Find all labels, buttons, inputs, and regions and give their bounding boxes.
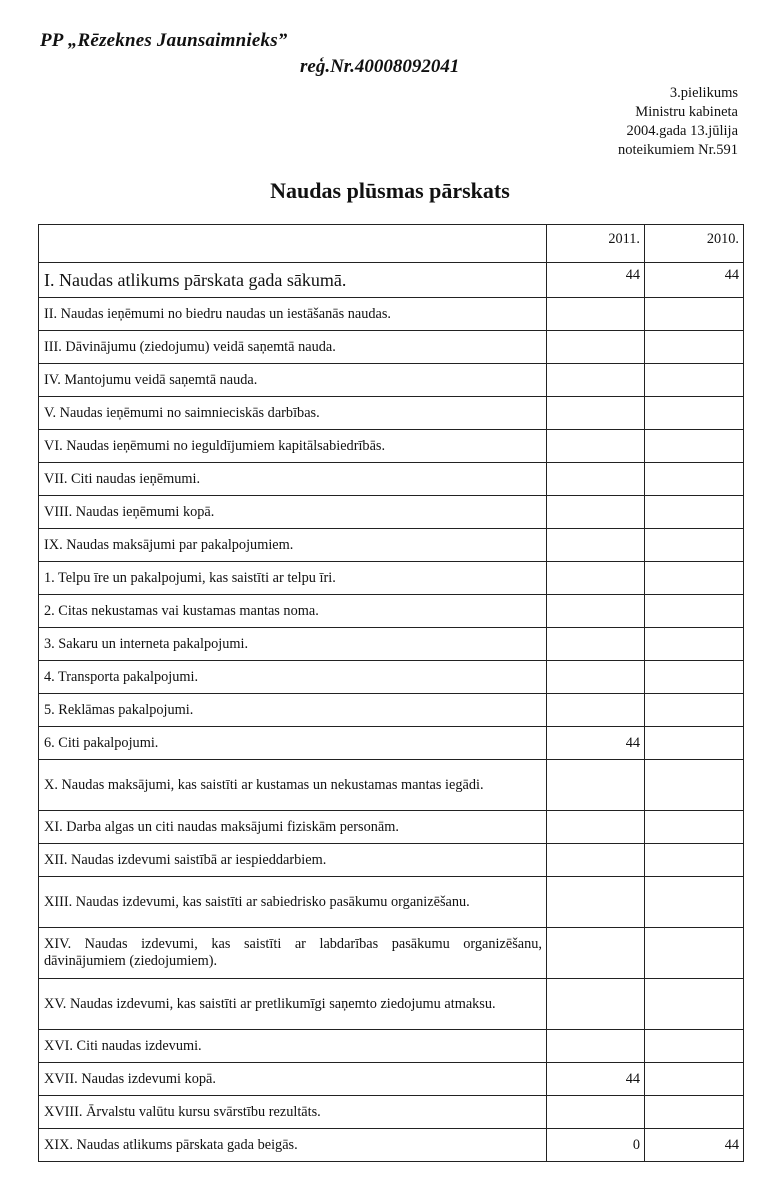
row-value-2011 <box>547 331 645 364</box>
row-value-2010 <box>645 1096 744 1129</box>
row-value-2011 <box>547 844 645 877</box>
table-row <box>39 331 744 364</box>
table-row <box>39 263 744 298</box>
row-label: VI. Naudas ieņēmumi no ieguldījumiem kapitālsabiedrībās. <box>39 430 547 463</box>
row-value-2010 <box>645 529 744 562</box>
row-value-2010 <box>645 928 744 979</box>
row-value-2010 <box>645 877 744 928</box>
table-row <box>39 1129 744 1162</box>
row-value-2010 <box>645 979 744 1030</box>
row-value-2010 <box>645 661 744 694</box>
table-row <box>39 1030 744 1063</box>
row-value-2011 <box>547 463 645 496</box>
row-label: XI. Darba algas un citi naudas maksājumi fiziskām personām. <box>39 811 547 844</box>
table-row <box>39 496 744 529</box>
row-value-2010 <box>645 298 744 331</box>
table-row <box>39 928 744 979</box>
row-value-2011 <box>547 928 645 979</box>
row-value-2011 <box>547 1096 645 1129</box>
row-value-2011 <box>547 979 645 1030</box>
row-label: 1. Telpu īre un pakalpojumi, kas saistīti ar telpu īri. <box>39 562 547 595</box>
row-value-2010 <box>645 1030 744 1063</box>
cash-flow-table <box>38 224 744 1162</box>
row-value-2011 <box>547 496 645 529</box>
table-row <box>39 298 744 331</box>
table-row <box>39 430 744 463</box>
table-row <box>39 811 744 844</box>
row-label: XIII. Naudas izdevumi, kas saistīti ar sabiedrisko pasākumu organizēšanu. <box>39 877 547 928</box>
row-value-2010 <box>645 562 744 595</box>
table-row <box>39 364 744 397</box>
header-cell-2011: 2011. <box>547 225 645 263</box>
row-value-2010 <box>645 463 744 496</box>
table-row <box>39 844 744 877</box>
row-label: XV. Naudas izdevumi, kas saistīti ar pretlikumīgi saņemto ziedojumu atmaksu. <box>39 979 547 1030</box>
row-label: V. Naudas ieņēmumi no saimnieciskās darbības. <box>39 397 547 430</box>
row-label: VII. Citi naudas ieņēmumi. <box>39 463 547 496</box>
row-value-2011: 0 <box>547 1129 645 1162</box>
row-label: XIX. Naudas atlikums pārskata gada beigās. <box>39 1129 547 1162</box>
row-label: XVIII. Ārvalstu valūtu kursu svārstību rezultāts. <box>39 1096 547 1129</box>
row-value-2011 <box>547 298 645 331</box>
row-label: X. Naudas maksājumi, kas saistīti ar kustamas un nekustamas mantas iegādi. <box>39 760 547 811</box>
row-label: I. Naudas atlikums pārskata gada sākumā. <box>39 263 547 298</box>
row-value-2010 <box>645 364 744 397</box>
row-value-2011 <box>547 760 645 811</box>
table-row <box>39 1063 744 1096</box>
registration-number: reģ.Nr.40008092041 <box>300 56 460 77</box>
row-label: III. Dāvinājumu (ziedojumu) veidā saņemtā nauda. <box>39 331 547 364</box>
table-body <box>39 263 744 1162</box>
row-value-2010 <box>645 844 744 877</box>
row-label: XIV. Naudas izdevumi, kas saistīti ar labdarības pasākumu organizēšanu, dāvinājumiem (ziedojumiem). <box>39 928 547 979</box>
table-header-row <box>39 225 744 263</box>
row-value-2011 <box>547 529 645 562</box>
table-row <box>39 760 744 811</box>
table-row <box>39 628 744 661</box>
row-value-2010: 44 <box>645 263 744 298</box>
row-label: 5. Reklāmas pakalpojumi. <box>39 694 547 727</box>
row-label: XII. Naudas izdevumi saistībā ar iespieddarbiem. <box>39 844 547 877</box>
row-value-2010 <box>645 397 744 430</box>
table-row <box>39 463 744 496</box>
row-label: II. Naudas ieņēmumi no biedru naudas un iestāšanās naudas. <box>39 298 547 331</box>
row-value-2011 <box>547 811 645 844</box>
table-row <box>39 727 744 760</box>
row-value-2010 <box>645 1063 744 1096</box>
report-title: Naudas plūsmas pārskats <box>270 178 510 203</box>
organization-name: PP „Rēzeknes Jaunsaimnieks” <box>40 30 288 51</box>
header-cell-2010: 2010. <box>645 225 744 263</box>
row-label: IV. Mantojumu veidā saņemtā nauda. <box>39 364 547 397</box>
row-value-2011 <box>547 562 645 595</box>
row-value-2010 <box>645 760 744 811</box>
row-value-2011: 44 <box>547 727 645 760</box>
table-row <box>39 877 744 928</box>
row-value-2010 <box>645 694 744 727</box>
table-row <box>39 1096 744 1129</box>
table-row <box>39 661 744 694</box>
row-value-2010 <box>645 595 744 628</box>
annex-note-line: 3.pielikums <box>669 85 738 101</box>
row-value-2011 <box>547 661 645 694</box>
row-label: 6. Citi pakalpojumi. <box>39 727 547 760</box>
annex-note-line: Ministru kabineta <box>635 104 738 120</box>
row-value-2010: 44 <box>645 1129 744 1162</box>
annex-note-line: noteikumiem Nr.591 <box>617 142 738 158</box>
row-value-2010 <box>645 430 744 463</box>
row-value-2010 <box>645 331 744 364</box>
row-value-2011: 44 <box>547 1063 645 1096</box>
row-value-2011 <box>547 628 645 661</box>
table-row <box>39 694 744 727</box>
annex-note <box>618 84 738 160</box>
row-label: VIII. Naudas ieņēmumi kopā. <box>39 496 547 529</box>
header-cell-label <box>39 225 547 263</box>
row-label: IX. Naudas maksājumi par pakalpojumiem. <box>39 529 547 562</box>
row-value-2011 <box>547 364 645 397</box>
row-value-2011 <box>547 595 645 628</box>
row-value-2010 <box>645 628 744 661</box>
row-value-2010 <box>645 727 744 760</box>
row-label: 2. Citas nekustamas vai kustamas mantas noma. <box>39 595 547 628</box>
row-value-2011 <box>547 877 645 928</box>
table-row <box>39 595 744 628</box>
table-row <box>39 562 744 595</box>
row-label: XVII. Naudas izdevumi kopā. <box>39 1063 547 1096</box>
row-value-2011 <box>547 694 645 727</box>
row-value-2011: 44 <box>547 263 645 298</box>
row-value-2011 <box>547 1030 645 1063</box>
row-value-2011 <box>547 397 645 430</box>
row-value-2010 <box>645 811 744 844</box>
row-label: 4. Transporta pakalpojumi. <box>39 661 547 694</box>
annex-note-line: 2004.gada 13.jūlija <box>626 123 738 139</box>
table-row <box>39 979 744 1030</box>
row-label: XVI. Citi naudas izdevumi. <box>39 1030 547 1063</box>
row-label: 3. Sakaru un interneta pakalpojumi. <box>39 628 547 661</box>
row-value-2011 <box>547 430 645 463</box>
table-row <box>39 397 744 430</box>
table-row <box>39 529 744 562</box>
row-value-2010 <box>645 496 744 529</box>
